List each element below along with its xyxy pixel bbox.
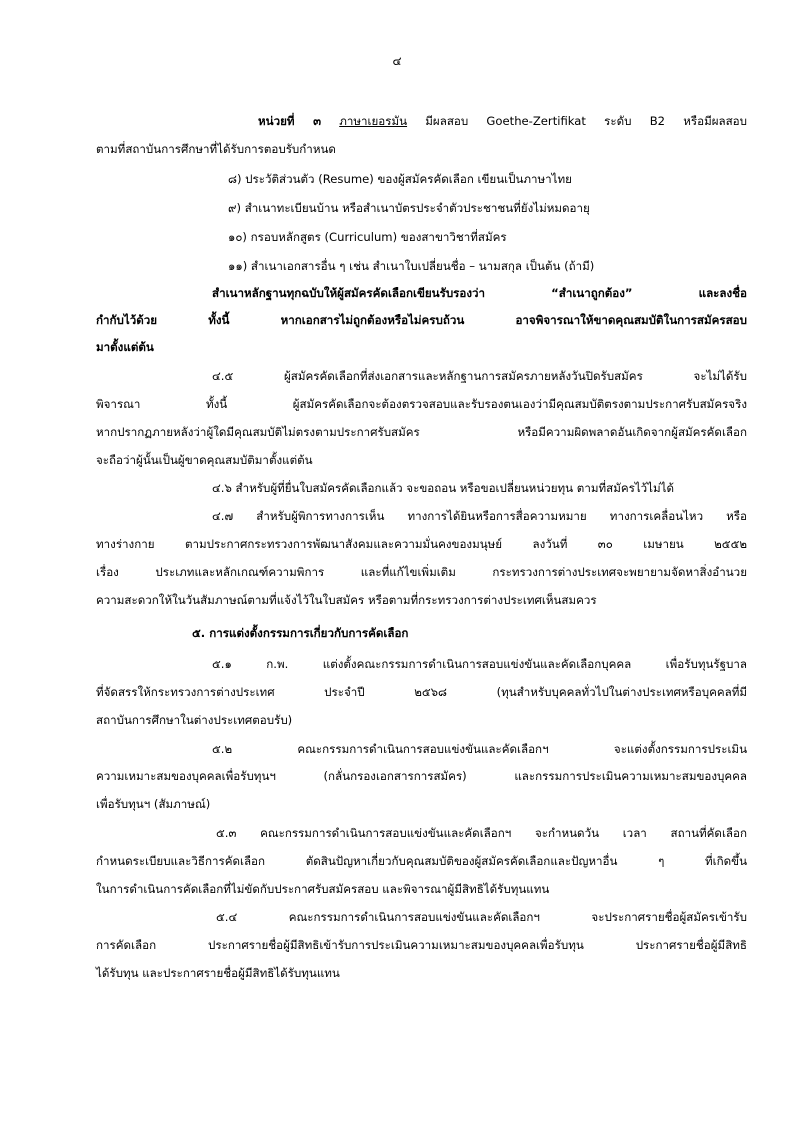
para-5-4-line: ๕.๔ คณะกรรมการดำเนินการสอบแข่งขันและคัดเลือกฯ จะประกาศรายชื่อผู้สมัครเข้ารับ — [216, 910, 747, 924]
certify-note-line: มาตั้งแต่ต้น — [96, 340, 154, 354]
para-5-3-line: กำหนดระเบียบและวิธีการคัดเลือก ตัดสินปัญหาเกี่ยวกับคุณสมบัติของผู้สมัครคัดเลือกและปัญหาอื่น ๆ ที่เกิดขึ้น — [96, 854, 747, 868]
unit3-rest: มีผลสอบ Goethe-Zertifikat ระดับ B2 หรือมีผลสอบ — [425, 114, 748, 128]
para-5-2-line: เพื่อรับทุนฯ (สัมภาษณ์) — [96, 797, 211, 811]
section-5-heading: ๕. การแต่งตั้งกรรมการเกี่ยวกับการคัดเลือก — [192, 626, 409, 640]
para-5-4-line: ได้รับทุน และประกาศรายชื่อผู้มีสิทธิได้รับทุนแทน — [96, 966, 340, 980]
para-4-7-line: ทางร่างกาย ตามประกาศกระทรวงการพัฒนาสังคมและความมั่นคงของมนุษย์ ลงวันที่ ๓๐ เมษายน ๒๕๕๒ — [96, 537, 747, 551]
para-4-5-line: พิจารณา ทั้งนี้ ผู้สมัครคัดเลือกจะต้องตรวจสอบและรับรองตนเองว่ามีคุณสมบัติตรงตามประกาศรับสมัครจริง — [96, 397, 747, 411]
doc-item: ๑๐) กรอบหลักสูตร (Curriculum) ของสาขาวิชาที่สมัคร — [228, 230, 507, 244]
unit3-line — [258, 113, 747, 129]
para-5-1-line: ที่จัดสรรให้กระทรวงการต่างประเทศ ประจำปี ๒๕๖๘ (ทุนสำหรับบุคคลทั่วไปในต่างประเทศหรือบุคคลที่มี — [96, 685, 747, 699]
para-5-1-line: ๕.๑ ก.พ. แต่งตั้งคณะกรรมการดำเนินการสอบแข่งขันและคัดเลือกบุคคล เพื่อรับทุนรัฐบาล — [212, 657, 747, 671]
certify-note-line: สำเนาหลักฐานทุกฉบับให้ผู้สมัครคัดเลือกเขียนรับรองว่า “สำเนาถูกต้อง” และลงชื่อ — [212, 286, 747, 300]
para-5-4-line: การคัดเลือก ประกาศรายชื่อผู้มีสิทธิเข้ารับการประเมินความเหมาะสมของบุคคลเพื่อรับทุน ประกาศรายชื่อผู้มีสิทธิ — [96, 938, 747, 952]
page-number: ๔ — [392, 54, 402, 68]
para-5-3-line: ๕.๓ คณะกรรมการดำเนินการสอบแข่งขันและคัดเลือกฯ จะกำหนดวัน เวลา สถานที่คัดเลือก — [216, 826, 747, 840]
certify-note-line: กำกับไว้ด้วย ทั้งนี้ หากเอกสารไม่ถูกต้องหรือไม่ครบถ้วน อาจพิจารณาให้ขาดคุณสมบัติในการสมัครสอบ — [96, 313, 747, 327]
unit3-prefix: หน่วยที่ ๓ — [258, 114, 322, 128]
para-5-2-line: ความเหมาะสมของบุคคลเพื่อรับทุนฯ (กลั่นกรองเอกสารการสมัคร) และกรรมการประเมินความเหมาะสมของบุคคล — [96, 769, 747, 783]
unit3-language: ภาษาเยอรมัน — [339, 114, 408, 128]
para-4-7-line: เรื่อง ประเภทและหลักเกณฑ์ความพิการ และที่แก้ไขเพิ่มเติม กระทรวงการต่างประเทศจะพยายามจัดหาสิ่งอำนวย — [96, 565, 747, 579]
doc-item: ๑๑) สำเนาเอกสารอื่น ๆ เช่น สำเนาใบเปลี่ยนชื่อ – นามสกุล เป็นต้น (ถ้ามี) — [228, 259, 595, 273]
para-4-5-line: ๔.๕ ผู้สมัครคัดเลือกที่ส่งเอกสารและหลักฐานการสมัครภายหลังวันปิดรับสมัคร จะไม่ได้รับ — [212, 369, 747, 383]
para-5-1-line: สถาบันการศึกษาในต่างประเทศตอบรับ) — [96, 713, 293, 727]
unit3-continuation: ตามที่สถาบันการศึกษาที่ได้รับการตอบรับกำหนด — [96, 142, 336, 156]
para-4-5-line: หากปรากฏภายหลังว่าผู้ใดมีคุณสมบัติไม่ตรงตามประกาศรับสมัคร หรือมีความผิดพลาดอันเกิดจากผู้สมัครคัดเลือก — [96, 425, 747, 439]
para-4-5-line: จะถือว่าผู้นั้นเป็นผู้ขาดคุณสมบัติมาตั้งแต่ต้น — [96, 453, 313, 467]
para-5-3-line: ในการดำเนินการคัดเลือกที่ไม่ขัดกับประกาศรับสมัครสอบ และพิจารณาผู้มีสิทธิได้รับทุนแทน — [96, 882, 550, 896]
doc-item: ๙) สำเนาทะเบียนบ้าน หรือสำเนาบัตรประจำตัวประชาชนที่ยังไม่หมดอายุ — [228, 201, 590, 215]
para-5-2-line: ๕.๒ คณะกรรมการดำเนินการสอบแข่งขันและคัดเลือกฯ จะแต่งตั้งกรรมการประเมิน — [212, 742, 747, 756]
doc-item: ๘) ประวัติส่วนตัว (Resume) ของผู้สมัครคัดเลือก เขียนเป็นภาษาไทย — [228, 172, 572, 186]
para-4-7-line: ๔.๗ สำหรับผู้พิการทางการเห็น ทางการได้ยินหรือการสื่อความหมาย ทางการเคลื่อนไหว หรือ — [212, 509, 747, 523]
para-4-6: ๔.๖ สำหรับผู้ที่ยื่นใบสมัครคัดเลือกแล้ว จะขอถอน หรือขอเปลี่ยนหน่วยทุน ตามที่สมัครไว้ไม่ได้ — [212, 481, 674, 495]
para-4-7-line: ความสะดวกให้ในวันสัมภาษณ์ตามที่แจ้งไว้ในใบสมัคร หรือตามที่กระทรวงการต่างประเทศเห็นสมควร — [96, 593, 597, 607]
